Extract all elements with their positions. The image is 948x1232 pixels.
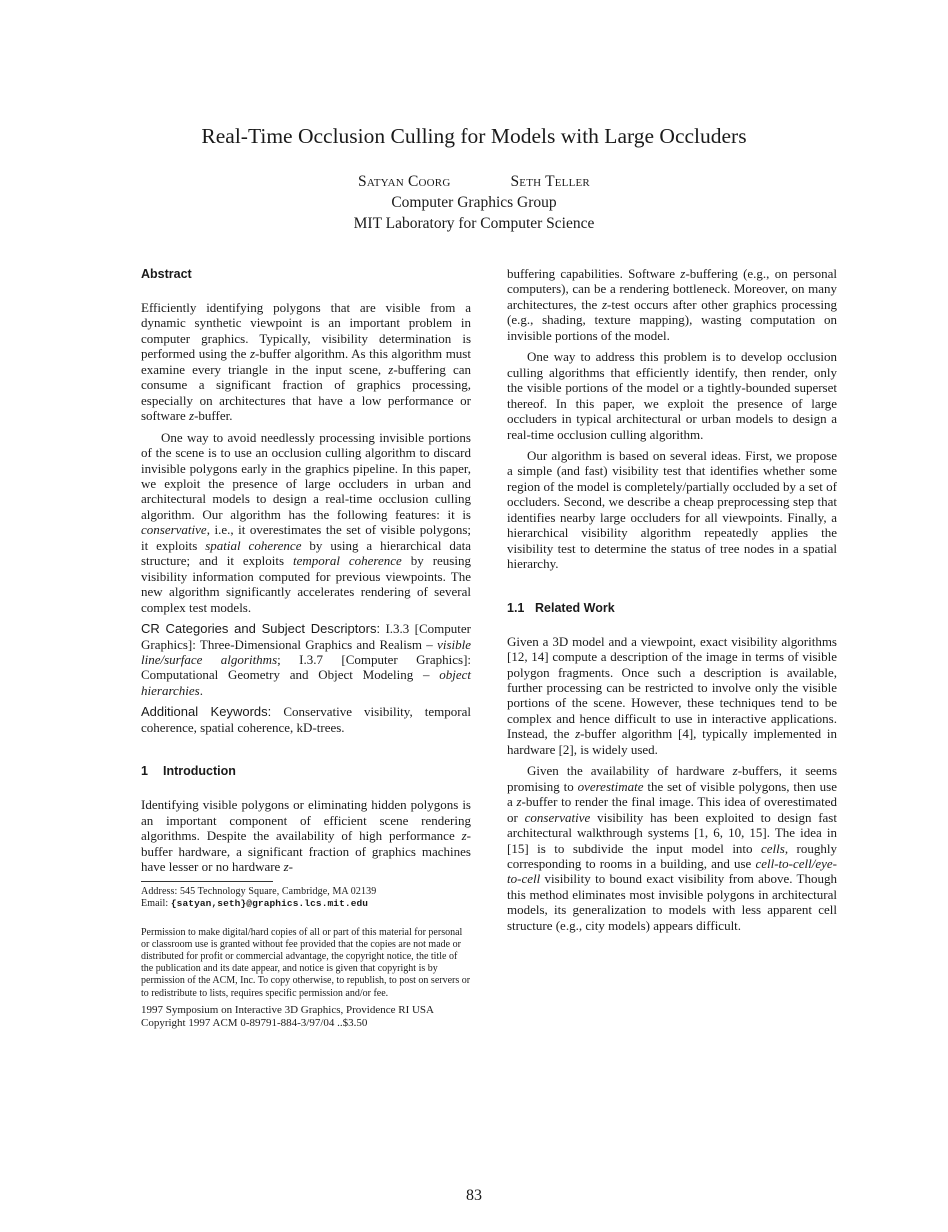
author-footnote	[141, 886, 471, 910]
author-coorg: Satyan Coorg	[358, 173, 451, 190]
symposium-line: 1997 Symposium on Interactive 3D Graphics, Providence RI USA	[141, 1003, 434, 1016]
intro-paragraph-2: One way to address this problem is to develop occlusion culling algorithms that efficiently identify, then render, only the visible portions of the model or a tightly-bounded superset thereof. In this paper, we exploit the presence of large occluders in typical architectural or urban models to design a real-time occlusion culling algorithm.	[507, 349, 837, 442]
introduction-heading: 1 Introduction	[141, 764, 236, 779]
abstract-heading: Abstract	[141, 267, 192, 281]
affiliation-group: Computer Graphics Group	[391, 194, 557, 211]
footnote-rule	[141, 881, 273, 882]
author-names	[0, 171, 948, 192]
acm-permission-notice	[141, 927, 471, 1030]
related-work-heading: 1.1 Related Work	[507, 600, 615, 615]
permission-text: Permission to make digital/hard copies of all or part of this material for personal or classroom use is granted without fee provided that the copies are not made or distributed for profit or commercial advantage, the copyright notice, the title of the publication and its date appear, and notice is given that copyright is by permission of the ACM, Inc. To copy otherwise, to republish, to post on servers or to redistribute to lists, requires specific permission and/or fee.	[141, 926, 471, 999]
footnote-email: Email: {satyan,seth}@graphics.lcs.mit.edu	[141, 897, 369, 909]
related-work-paragraph-2: Given the availability of hardware z-buffers, it seems promising to overestimate the set of visible polygons, then use a z-buffer to render the final image. This idea of overestimated or conservative visibility has been exploited to design fast architectural walkthrough systems [1, 6, 10, 15]. The idea in [15] is to subdivide the input model into cells, roughly corresponding to rooms in a building, and use cell-to-cell/eye-to-cell visibility to bound exact visibility from above. Though this method eliminates most invisible polygons in architectural models, its generalization to models with less apparent cell structure (e.g., city models) appears difficult.	[507, 763, 838, 933]
paper-title: Real-Time Occlusion Culling for Models with Large Occluders	[201, 124, 747, 148]
page-number: 83	[466, 1187, 482, 1204]
related-work-paragraph-1: Given a 3D model and a viewpoint, exact visibility algorithms [12, 14] compute a description of the image in terms of visible polygon fragments. Once such a description is available, further processing can be restricted to involve only the visible portions of the scene. However, these techniques tend to be complex and hence difficult to use in interactive applications. Instead, the z-buffer algorithm [4], typically implemented in hardware [2], is widely used.	[507, 633, 838, 757]
affiliation-lab: MIT Laboratory for Computer Science	[353, 215, 595, 232]
copyright-line: Copyright 1997 ACM 0-89791-884-3/97/04 ..$3.50	[141, 1016, 368, 1029]
intro-paragraph-3: Our algorithm is based on several ideas. First, we propose a simple (and fast) visibility test that identifies whether some region of the model is completely/partially occluded by a set of occluders. Second, we describe a cheap preprocessing step that identifies nearby large occluders for all viewpoints. Finally, a hierarchical visibility algorithm repeatedly applies the visibility test to determine the status of tree nodes in a spatial hierarchy.	[507, 447, 837, 572]
right-column	[507, 266, 837, 939]
cr-categories: CR Categories and Subject Descriptors: I.3.3 [Computer Graphics]: Three-Dimensional Graphics and Realism – visible line/surface algorithms; I.3.7 [Computer Graphics]: Computational Geometry and Object Modeling – object hierarchies.	[141, 621, 472, 698]
abstract-paragraph-1: Efficiently identifying polygons that are visible from a dynamic synthetic viewpoint is an important problem in computer graphics. Typically, visibility determination is performed using the z-buffer algorithm. As this algorithm must examine every triangle in the input scene, z-buffering can consume a significant fraction of graphics processing, especially on architectures that have a low performance or software z-buffer.	[141, 300, 471, 424]
email-link[interactable]: {satyan,seth}@graphics.lcs.mit.edu	[170, 897, 369, 909]
abstract-paragraph-2: One way to avoid needlessly processing invisible portions of the scene is to use an occlusion culling algorithm to discard invisible polygons early in the graphics pipeline. In this paper, we exploit the presence of large occluders in urban and architectural models to design a real-time occlusion culling algorithm. Our algorithm has the following features: it is conservative, i.e., it overestimates the set of visible polygons; it exploits spatial coherence by using a hierarchical data structure; and it exploits temporal coherence by reusing visibility information computed for previous viewpoints. The new algorithm significantly accelerates rendering of several complex test models.	[141, 429, 472, 615]
introduction-paragraph-1: Identifying visible polygons or eliminating hidden polygons is an important component of efficient scene rendering algorithms. Despite the availability of high performance z-buffer hardware, a significant fraction of graphics machines have lesser or no hardware z-	[141, 797, 471, 875]
additional-keywords: Additional Keywords: Conservative visibility, temporal coherence, spatial coherence, kD-trees.	[141, 704, 472, 735]
footnote-address: Address: 545 Technology Square, Cambridge, MA 02139	[141, 885, 377, 897]
intro-continued-paragraph: buffering capabilities. Software z-buffering (e.g., on personal computers), can be a rendering bottleneck. Moreover, on many architectures, the z-test occurs after other graphics processing (e.g., shading, texture mapping), wasting computation on invisible portions of the model.	[507, 266, 837, 343]
left-column	[141, 266, 471, 1030]
author-teller: Seth Teller	[510, 173, 590, 190]
author-block	[0, 171, 948, 234]
